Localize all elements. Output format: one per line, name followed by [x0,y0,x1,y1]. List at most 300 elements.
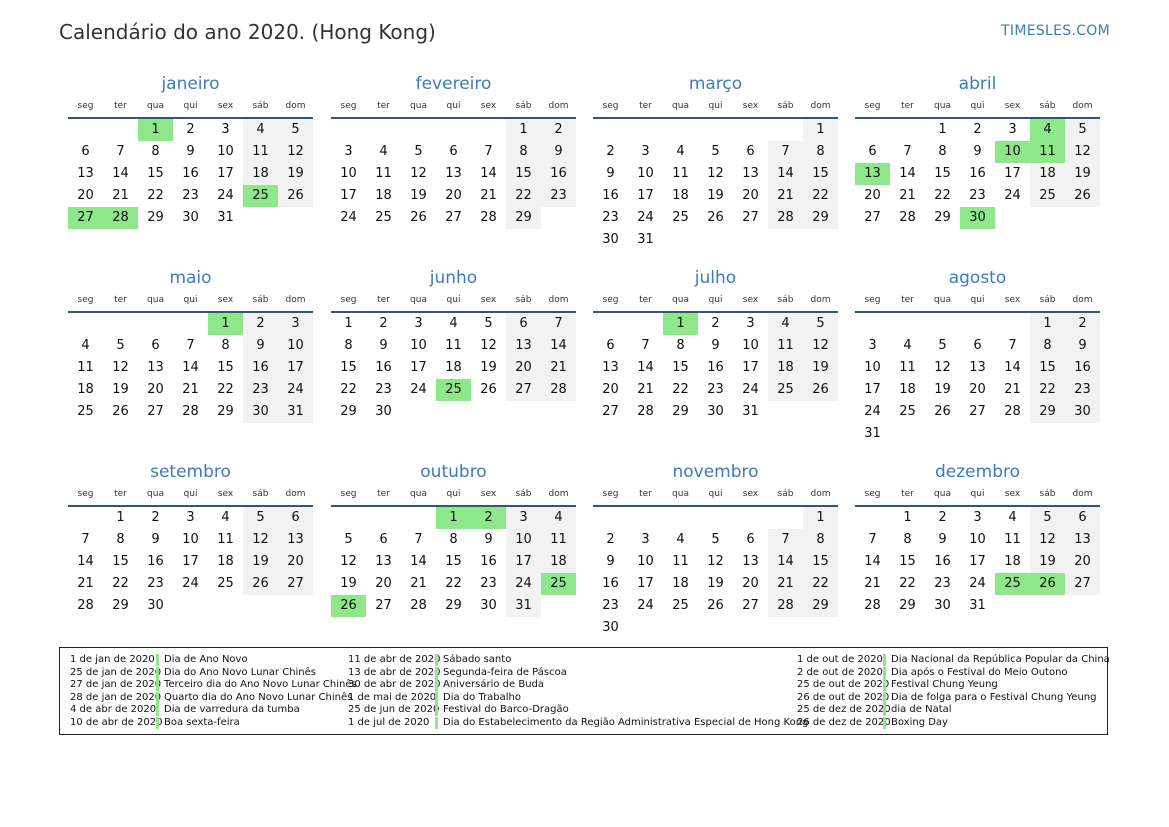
holiday-name: Dia de folga para o Festival Chung Yeung [883,692,1096,704]
day-cell: 16 [147,554,164,569]
weekday-label: sex [480,101,497,111]
empty-cell [855,507,890,529]
day-cell: 15 [1030,357,1065,379]
day-cell: 6 [506,313,541,335]
day-cell: 9 [484,532,493,547]
day-cell: 20 [602,382,619,397]
day-cell: 8 [221,338,230,353]
holiday-date: 30 de abr de 2020 [348,679,441,691]
day-cell: 15 [672,360,689,375]
week-row [593,207,838,229]
empty-cell [925,313,960,335]
month-julho [593,267,838,423]
day-cell: 17 [742,360,759,375]
day-cell: 11 [77,360,94,375]
day-cell: 8 [344,338,353,353]
weekday-label: seg [77,295,94,305]
day-cell: 5 [414,144,423,159]
day-cell: 5 [278,119,313,141]
day-cell: 18 [1030,163,1065,185]
day-cell: 4 [541,507,576,529]
week-row [593,313,838,335]
day-cell: 3 [973,510,982,525]
weekday-label: seg [864,295,881,305]
day-cell: 28 [1004,404,1021,419]
week-row [68,595,313,617]
day-cell: 14 [480,166,497,181]
weekday-label: sáb [777,489,794,499]
day-cell: 1 [344,316,353,331]
weekday-label: seg [340,295,357,305]
weekday-header [68,483,313,507]
weekday-label: sáb [515,295,532,305]
day-cell: 17 [1004,166,1021,181]
day-cell: 4 [768,313,803,335]
holiday-day-cell: 1 [663,313,698,335]
day-cell: 29 [112,598,129,613]
day-cell: 5 [1030,507,1065,529]
empty-cell [103,119,138,141]
day-cell: 11 [672,554,689,569]
week-row [855,119,1100,141]
weekday-label: dom [1072,101,1093,111]
weekday-header [593,95,838,119]
week-row [68,163,313,185]
day-cell: 16 [934,554,951,569]
day-cell: 6 [746,144,755,159]
day-cell: 12 [410,166,427,181]
holiday-date: 1 de jan de 2020 [70,654,155,665]
weekday-label: dom [285,101,306,111]
day-cell: 6 [278,507,313,529]
day-cell: 21 [541,357,576,379]
day-cell: 21 [637,382,654,397]
weekday-label: qua [672,101,689,111]
day-cell: 3 [641,532,650,547]
weekday-label: seg [864,101,881,111]
day-cell: 25 [375,210,392,225]
empty-cell [733,507,768,529]
empty-cell [663,617,698,639]
weekday-label: seg [602,101,619,111]
day-cell: 23 [147,576,164,591]
weekday-label: sex [742,295,759,305]
day-cell: 4 [221,510,230,525]
month-dezembro [855,461,1100,617]
week-row [331,141,576,163]
day-cell: 23 [243,379,278,401]
weekday-label: seg [77,489,94,499]
day-cell: 20 [506,357,541,379]
day-cell: 14 [182,360,199,375]
day-cell: 16 [707,360,724,375]
day-cell: 20 [742,576,759,591]
day-cell: 9 [606,166,615,181]
day-cell: 14 [637,360,654,375]
day-cell: 17 [278,357,313,379]
day-cell: 11 [375,166,392,181]
day-cell: 29 [147,210,164,225]
day-cell: 22 [506,185,541,207]
day-cell: 19 [1065,163,1100,185]
holiday-day-cell: 25 [436,379,471,401]
empty-cell [173,313,208,335]
day-cell: 17 [637,576,654,591]
week-row [593,573,838,595]
day-cell: 23 [182,188,199,203]
day-cell: 23 [602,598,619,613]
holiday-date: 4 de abr de 2020 [70,704,157,716]
month-maio [68,267,313,423]
week-row [855,573,1100,595]
holiday-day-cell: 25 [541,573,576,595]
month-name: agosto [948,268,1007,288]
day-cell: 22 [1030,379,1065,401]
day-cell: 27 [506,379,541,401]
day-cell: 25 [217,576,234,591]
weekday-label: sex [742,489,759,499]
holiday-name: Dia do Trabalho [435,692,521,704]
holiday-name: dia de Natal [883,704,952,716]
day-cell: 22 [803,185,838,207]
day-cell: 24 [217,188,234,203]
empty-cell [138,313,173,335]
empty-cell [103,313,138,335]
day-cell: 14 [541,335,576,357]
day-cell: 11 [243,141,278,163]
day-cell: 3 [506,507,541,529]
day-cell: 30 [375,404,392,419]
day-cell: 12 [707,554,724,569]
day-cell: 7 [541,313,576,335]
day-cell: 10 [182,532,199,547]
weekday-label: seg [602,295,619,305]
empty-cell [68,119,103,141]
holiday-name: Boxing Day [883,717,948,729]
day-cell: 17 [506,551,541,573]
holiday-day-cell: 27 [68,207,103,229]
day-cell: 26 [410,210,427,225]
empty-cell [995,595,1030,617]
day-cell: 1 [903,510,912,525]
day-cell: 6 [973,338,982,353]
weekday-header [68,289,313,313]
holiday-name: Segunda-feira de Páscoa [435,667,567,679]
day-cell: 22 [445,576,462,591]
day-cell: 20 [742,188,759,203]
weekday-label: sex [217,489,234,499]
day-cell: 27 [602,404,619,419]
day-cell: 1 [116,510,125,525]
week-row [331,595,576,617]
day-cell: 2 [606,144,615,159]
day-cell: 12 [278,141,313,163]
holiday-date: 26 de dez de 2020 [797,717,891,728]
month-abril [855,73,1100,229]
day-cell: 27 [864,210,881,225]
day-cell: 24 [742,382,759,397]
week-row [855,141,1100,163]
day-cell: 19 [278,163,313,185]
day-cell: 20 [445,188,462,203]
holiday-day-cell: 26 [1030,573,1065,595]
day-cell: 3 [641,144,650,159]
weekday-header [593,483,838,507]
weekday-label: sáb [1039,295,1056,305]
holiday-name: Dia após o Festival do Meio Outono [883,667,1068,679]
week-row [593,507,838,529]
holiday-date: 2 de out de 2020 [797,666,883,678]
day-cell: 16 [182,166,199,181]
day-cell: 31 [864,426,881,441]
holiday-date: 25 de jan de 2020 [70,666,162,678]
week-row [68,529,313,551]
day-cell: 1 [506,119,541,141]
day-cell: 22 [112,576,129,591]
day-cell: 20 [864,188,881,203]
week-row [331,551,576,573]
weekday-label: qua [934,489,951,499]
holiday-name: Dia de Ano Novo [156,654,248,666]
empty-cell [1030,595,1065,617]
day-cell: 10 [969,532,986,547]
day-cell: 18 [243,163,278,185]
holiday-name: Festival do Barco-Dragão [435,704,569,716]
day-cell: 14 [112,166,129,181]
day-cell: 26 [803,379,838,401]
holiday-day-cell: 11 [1030,141,1065,163]
weekday-label: dom [548,101,569,111]
day-cell: 17 [969,554,986,569]
weekday-label: dom [548,489,569,499]
day-cell: 2 [186,122,195,137]
day-cell: 29 [217,404,234,419]
day-cell: 7 [484,144,493,159]
day-cell: 6 [449,144,458,159]
empty-cell [1065,207,1100,229]
empty-cell [768,119,803,141]
day-cell: 28 [768,207,803,229]
weekday-header [68,95,313,119]
day-cell: 19 [1030,551,1065,573]
site-link[interactable]: TIMESLES.COM [1001,23,1110,39]
day-cell: 18 [768,357,803,379]
day-cell: 2 [973,122,982,137]
week-row [593,141,838,163]
day-cell: 31 [637,232,654,247]
day-cell: 15 [803,163,838,185]
weekday-label: sáb [252,101,269,111]
day-cell: 5 [1065,119,1100,141]
day-cell: 18 [899,382,916,397]
holiday-day-cell: 30 [960,207,995,229]
empty-cell [925,423,960,445]
weekday-label: sex [217,295,234,305]
day-cell: 13 [445,166,462,181]
day-cell: 19 [112,382,129,397]
day-cell: 2 [711,316,720,331]
day-cell: 14 [410,554,427,569]
month-name: abril [958,74,997,94]
day-cell: 5 [711,144,720,159]
holiday-date: 1 de jul de 2020 [348,717,430,728]
day-cell: 23 [934,576,951,591]
holiday-name: Dia de varredura da tumba [156,704,300,716]
day-cell: 7 [1008,338,1017,353]
holiday-day-cell: 10 [995,141,1030,163]
empty-cell [366,507,401,529]
day-cell: 3 [344,144,353,159]
day-cell: 25 [672,210,689,225]
day-cell: 20 [278,551,313,573]
day-cell: 19 [934,382,951,397]
weekday-label: qua [934,101,951,111]
weekday-label: qui [446,489,461,499]
day-cell: 24 [182,576,199,591]
holiday-day-cell: 4 [1030,119,1065,141]
holiday-date: 1 de out de 2020 [797,654,883,665]
day-cell: 9 [186,144,195,159]
day-cell: 9 [243,335,278,357]
day-cell: 26 [278,185,313,207]
month-name: março [688,74,743,94]
empty-cell [208,595,243,617]
day-cell: 16 [602,188,619,203]
weekday-label: dom [285,295,306,305]
week-row [593,163,838,185]
empty-cell [593,507,628,529]
day-cell: 9 [541,141,576,163]
day-cell: 11 [445,338,462,353]
holiday-name: Quarto dia do Ano Novo Lunar Chinês [156,692,352,704]
day-cell: 20 [969,382,986,397]
day-cell: 25 [768,379,803,401]
month-name: janeiro [161,74,220,94]
day-cell: 8 [449,532,458,547]
week-row [855,185,1100,207]
page-title: Calendário do ano 2020. (Hong Kong) [59,20,436,44]
day-cell: 6 [868,144,877,159]
holiday-date: 26 de out de 2020 [797,691,890,703]
weekday-label: sex [1004,101,1021,111]
holiday-date: 1 de mai de 2020 [348,691,437,703]
empty-cell [541,207,576,229]
day-cell: 21 [182,382,199,397]
day-cell: 17 [217,166,234,181]
day-cell: 21 [1004,382,1021,397]
weekday-label: qua [147,101,164,111]
holiday-day-cell: 1 [138,119,173,141]
day-cell: 12 [340,554,357,569]
day-cell: 22 [934,188,951,203]
day-cell: 24 [1004,188,1021,203]
day-cell: 26 [1065,185,1100,207]
empty-cell [768,401,803,423]
weekday-label: ter [377,101,390,111]
weekday-label: seg [340,489,357,499]
day-cell: 6 [746,532,755,547]
weekday-label: sex [217,101,234,111]
day-cell: 15 [112,554,129,569]
day-cell: 25 [77,404,94,419]
empty-cell [803,401,838,423]
weekday-label: ter [114,489,127,499]
day-cell: 21 [410,576,427,591]
weekday-header [593,289,838,313]
weekday-label: sex [1004,489,1021,499]
week-row [331,507,576,529]
weekday-label: qua [410,295,427,305]
month-name: fevereiro [415,74,492,94]
day-cell: 15 [934,166,951,181]
week-row [68,313,313,335]
week-row [593,229,838,251]
day-cell: 5 [243,507,278,529]
empty-cell [698,617,733,639]
weekday-label: dom [810,489,831,499]
day-cell: 24 [506,573,541,595]
empty-cell [366,119,401,141]
day-cell: 4 [243,119,278,141]
holiday-day-cell: 2 [471,507,506,529]
empty-cell [698,229,733,251]
empty-cell [995,207,1030,229]
day-cell: 20 [375,576,392,591]
weekday-header [855,95,1100,119]
day-cell: 15 [445,554,462,569]
month-name: setembro [150,462,231,482]
week-row [855,379,1100,401]
day-cell: 22 [672,382,689,397]
day-cell: 30 [602,232,619,247]
day-cell: 15 [899,554,916,569]
day-cell: 27 [1065,573,1100,595]
day-cell: 3 [868,338,877,353]
day-cell: 11 [768,335,803,357]
weekday-label: qui [183,489,198,499]
weekday-header [855,483,1100,507]
weekday-label: qui [708,101,723,111]
empty-cell [541,401,576,423]
day-cell: 8 [151,144,160,159]
holiday-name: Dia do Ano Novo Lunar Chinês [156,667,316,679]
day-cell: 8 [803,529,838,551]
day-cell: 4 [1008,510,1017,525]
week-row [68,119,313,141]
day-cell: 8 [938,144,947,159]
weekday-label: sáb [777,295,794,305]
day-cell: 29 [340,404,357,419]
day-cell: 2 [606,532,615,547]
day-cell: 25 [672,598,689,613]
month-name: julho [694,268,737,288]
weekday-label: ter [639,295,652,305]
day-cell: 7 [641,338,650,353]
empty-cell [243,595,278,617]
empty-cell [401,507,436,529]
day-cell: 9 [606,554,615,569]
week-row [855,507,1100,529]
day-cell: 8 [803,141,838,163]
day-cell: 13 [77,166,94,181]
week-row [331,335,576,357]
weekday-label: qui [183,295,198,305]
week-row [331,529,576,551]
month-name: dezembro [935,462,1020,482]
day-cell: 29 [506,207,541,229]
day-cell: 18 [77,382,94,397]
month-name: novembro [672,462,759,482]
